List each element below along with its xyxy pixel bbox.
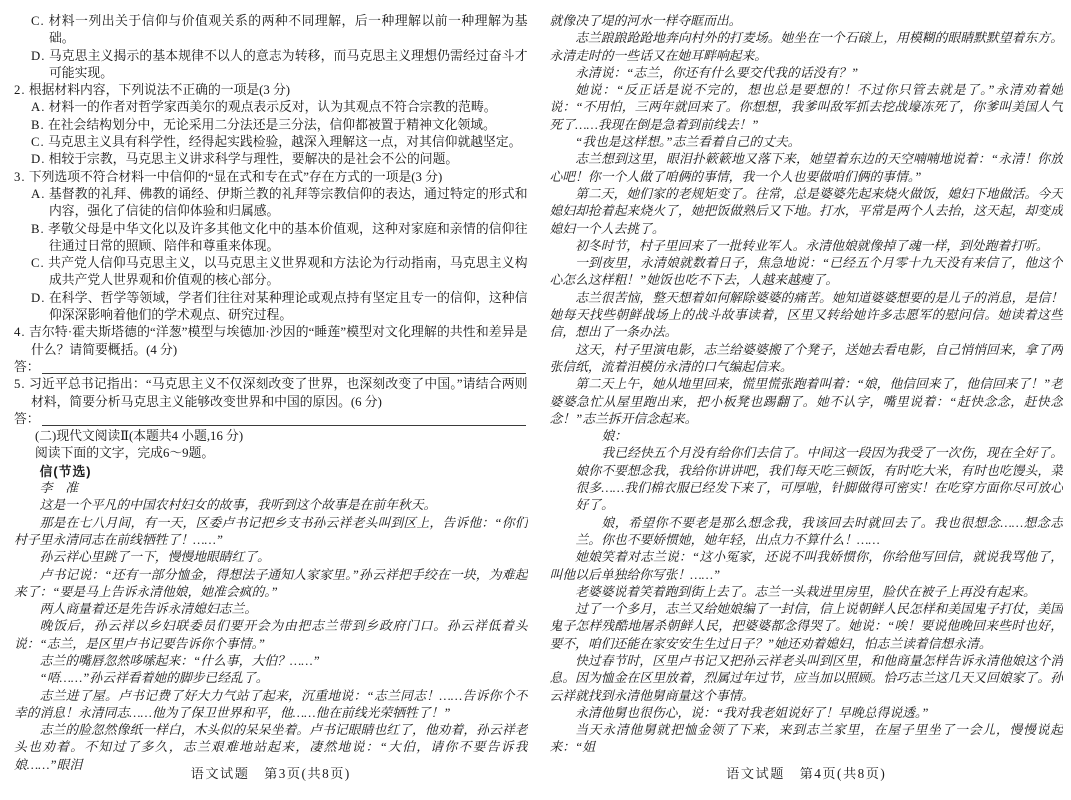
answer-blank-line — [42, 425, 526, 426]
section-heading: (二)现代文阅读Ⅱ(本题共4 小题,16 分) — [35, 429, 244, 444]
option-row — [31, 151, 528, 168]
story-paragraph: 那是在七八月间，有一天，区委卢书记把乡支书孙云祥老头叫到区上，告诉他：“你们村子里永清同志在前线牺牲了！……” — [14, 515, 528, 547]
option-label: D. — [31, 290, 46, 305]
story-paragraph: 志兰的脸忽然像纸一样白，木头似的呆呆坐着。卢书记眼睛也红了，他劝着，孙云祥老头也劝着。不知过了多久，志兰艰难地站起来，凄然地说：“大伯，请你不要告诉我娘……”眼泪 — [14, 723, 528, 771]
option-text: 材料一列出关于信仰与价值观关系的两种不同理解，后一种理解以前一种理解为基础。 — [48, 14, 528, 46]
story-paragraph: 永清他舅也很伤心，说：“我对我老姐说好了！早晚总得说透。” — [575, 705, 929, 720]
answer-label: 答： — [14, 411, 40, 426]
story-paragraph: 两人商量着还是先告诉永清媳妇志兰。 — [39, 602, 258, 617]
option-label: B. — [31, 221, 45, 236]
story-paragraph: 志兰的嘴唇忽然哆嗦起来：“什么事，大伯？……” — [39, 653, 320, 668]
answer-line — [14, 359, 528, 376]
question-stem — [14, 324, 528, 359]
story-paragraph: 志兰想到这里，眼泪扑簌簌地又落下来，她望着东边的天空喃喃地说着：“永清！你放心吧！你一个人做了咱俩的事情，我一个人也要做咱们俩的事情。” — [549, 152, 1063, 184]
option-row — [31, 134, 528, 151]
story-excerpt — [14, 463, 528, 771]
page-4 — [550, 13, 1064, 800]
story-paragraph: 一到夜里，永清娘就数着日子，焦急地说：“已经五个月零十九天没有来信了，他这个心怎么这样粗！”她饭也吃不下去，人越来越瘦了。 — [549, 256, 1063, 288]
option-row — [31, 186, 528, 221]
story-paragraph: 第二天，她们家的老规矩变了。往常，总是婆婆先起来烧火做饭，媳妇下地做活。今天媳妇却抢着起来烧火了，她把饭做熟后又下地。打水，平常是两个人去抬，这天起，却变成媳妇一个人去挑了。 — [549, 186, 1063, 236]
story-paragraph: 初冬时节，村子里回来了一批转业军人。永清他娘就像掉了魂一样，到处跑着打听。 — [575, 238, 1049, 253]
story-paragraph: 这是一个平凡的中国农村妇女的故事，我听到这个故事是在前年秋天。 — [39, 498, 437, 513]
story-paragraph: “唔……”孙云祥看着她的脚步已经乱了。 — [39, 671, 269, 686]
story-paragraph: 老婆婆说着笑着跑到街上去了。志兰一头栽进里房里，脸伏在被子上再没有起来。 — [575, 584, 1036, 599]
option-text: 基督教的礼拜、佛教的诵经、伊斯兰教的礼拜等宗教信仰的表达，通过特定的形式和内容，强化了信徒的信仰体验和归属感。 — [48, 186, 528, 219]
question-number: 3. — [14, 169, 26, 184]
story-paragraph: 志兰踉踉跄跄地奔向村外的打麦场。她坐在一个石磙上，用模糊的眼睛默默望着东方。永清走时的一些话又在她耳畔响起来。 — [549, 31, 1063, 63]
story-paragraph: 孙云祥心里跳了一下，慢慢地眼睛红了。 — [39, 550, 270, 565]
question-number: 4. — [14, 325, 26, 340]
option-text: 共产党人信仰马克思主义，以马克思主义世界观和方法论为行动指南，马克思主义构成共产党人世界观和价值观的核心部分。 — [48, 256, 528, 288]
story-paragraph: 就像决了堤的河水一样夺眶而出。 — [549, 14, 742, 28]
story-paragraph: 卢书记说：“还有一部分恤金，得想法子通知人家家里。”孙云祥把手绞在一块，为难起来了：“要是马上告诉永清他娘，她准会疯的。” — [14, 567, 528, 599]
question-stem — [14, 376, 528, 411]
option-label: B. — [31, 117, 45, 132]
story-paragraph: 快过春节时，区里卢书记又把孙云祥老头叫到区里，和他商量怎样告诉永清他娘这个消息。因为恤金在区里放着，烈属过年过节，应当加以照顾。恰巧志兰这几天又回娘家了。孙云祥就找到永清他舅商量这个事情。 — [549, 653, 1063, 703]
question-stem-text: 吉尔特·霍夫斯塔德的“洋葱”模型与埃德加·沙因的“睡莲”模型对文化理解的共性和差异是什么？请简要概括。(4 分) — [28, 325, 528, 357]
question-number: 5. — [14, 377, 26, 392]
question-stem-text: 根据材料内容，下列说法不正确的一项是(3 分) — [28, 83, 291, 98]
page-3 — [14, 13, 528, 800]
story-paragraph: 永清说：“志兰，你还有什么要交代我的话没有？” — [575, 65, 859, 80]
question-stem-text: 习近平总书记指出：“马克思主义不仅深刻改变了世界，也深刻改变了中国。”请结合两则材料，简要分析马克思主义能够改变世界和中国的原因。(6 分) — [29, 377, 528, 409]
option-text: 马克思主义具有科学性，经得起实践检验，越深入理解这一点，对其信仰就越坚定。 — [47, 135, 522, 150]
option-row — [31, 13, 528, 48]
question-stem-text: 下列选项不符合材料一中信仰的“显在式和专在式”存在方式的一项是(3 分) — [28, 169, 443, 184]
story-paragraph: 志兰进了屋。卢书记费了好大力气站了起来，沉重地说：“志兰同志！……告诉你个不幸的消息！永清同志……他为了保卫世界和平，他……他在前线光荣牺牲了！” — [14, 688, 528, 720]
option-label: C. — [31, 256, 45, 271]
option-row — [31, 117, 528, 134]
answer-label: 答： — [14, 359, 40, 374]
page-footer: 语文试题 第3页(共8页) — [190, 766, 351, 781]
letter-paragraph: 娘，希望你不要老是那么想念我，我该回去时就回去了。我也很想念……想念志兰。你也不要娇惯她，她年轻，出点力不算什么！…… — [575, 515, 1063, 547]
letter-block — [576, 428, 1064, 549]
option-row — [31, 99, 528, 116]
page-4-body — [550, 13, 1064, 771]
option-text: 在科学、哲学等领域，学者们往往对某种理论或观点持有坚定且专一的信仰，这种信仰深深影响着他们的学术观点、研究过程。 — [48, 290, 528, 323]
option-label: A. — [31, 100, 46, 115]
option-label: A. — [31, 186, 46, 201]
option-row — [31, 290, 528, 325]
answer-line — [14, 411, 528, 428]
option-text: 孝敬父母是中华文化以及许多其他文化中的基本价值观，这种对家庭和亲情的信仰往往通过日常的照顾、陪伴和尊重来体现。 — [48, 221, 528, 253]
question-stem — [14, 82, 528, 99]
option-text: 材料一的作者对哲学家西美尔的观点表示反对，认为其观点不符合宗教的范畴。 — [48, 100, 497, 115]
option-label: D. — [31, 48, 46, 63]
story-paragraph: 志兰很苦恼，整天想着如何解除婆婆的痛苦。她知道婆婆想要的是儿子的消息，是信！她每天找些朝鲜战场上的战斗故事读着，区里又转给她许多志愿军的慰问信。她读着这些信，想出了一条办法。 — [549, 290, 1063, 340]
story-paragraph: 第二天上午，她从地里回来，慌里慌张跑着叫着：“娘，他信回来了，他信回来了！”老婆婆急忙从屋里跑出来，把小板凳也踢翻了。她不认字，嘴里说着：“赶快念念，赶快念念！”志兰拆开信念起来。 — [549, 377, 1063, 426]
option-text: 相较于宗教，马克思主义讲求科学与理性，要解决的是社会不公的问题。 — [48, 152, 459, 167]
option-row — [31, 255, 528, 290]
page-3-body — [14, 13, 528, 771]
story-paragraph: 过了一个多月，志兰又给她娘编了一封信，信上说朝鲜人民怎样和美国鬼子打仗，美国鬼子怎样残酷地屠杀朝鲜人民，把婆婆都念得哭了。她说：“唉！要说他晚回来些时也好，要不，咱们还能在家安安生生过日子？”她还劝着媳妇，怕志兰读着信想永清。 — [549, 602, 1063, 651]
story-paragraph: 当天永清他舅就把恤金领了下来，来到志兰家里，在屋子里坐了一会儿，慢慢说起来：“姐 — [549, 723, 1063, 755]
letter-paragraph: 我已经快五个月没有给你们去信了。中间这一段因为我受了一次伤，现在全好了。娘你不要想念我，我给你讲讲吧，我们每天吃三顿饭，有时吃大米，有时也吃馒头，菜很多……我们棉衣服已经发下来了，可厚啦，针脚做得可密实！在吃穿方面你尽可放心好了。 — [575, 446, 1063, 513]
option-text: 在社会结构划分中，无论采用二分法还是三分法，信仰都被置于精神文化领域。 — [47, 117, 496, 132]
option-row — [31, 48, 528, 83]
story-author: 李 准 — [39, 481, 78, 496]
story-title: 信(节选) — [39, 463, 92, 479]
option-text: 马克思主义揭示的基本规律不以人的意志为转移，而马克思主义理想仍需经过奋斗才可能实现。 — [48, 48, 528, 80]
answer-blank-line — [42, 373, 526, 374]
option-row — [31, 221, 528, 256]
story-paragraph: 这天，村子里演电影，志兰给婆婆搬了个凳子，送她去看电影，自己悄悄回来，拿了两张信纸，流着泪模仿永清的口气编起信来。 — [549, 342, 1063, 374]
option-label: C. — [31, 135, 45, 150]
question-stem — [14, 169, 528, 186]
option-label: D. — [31, 152, 46, 167]
story-paragraph: “我也是这样想。”志兰看着自己的丈夫。 — [575, 135, 801, 150]
question-number: 2. — [14, 83, 26, 98]
letter-salutation: 娘： — [601, 429, 628, 444]
option-label: C. — [31, 14, 45, 28]
story-paragraph: 晚饭后，孙云祥以乡妇联委员们要开会为由把志兰带到乡政府门口。孙云祥低着头说：“志兰，是区里卢书记要告诉你个事情。” — [14, 619, 528, 651]
reading-instruction: 阅读下面的文字，完成6～9题。 — [35, 446, 215, 461]
page-footer: 语文试题 第4页(共8页) — [726, 766, 887, 781]
story-paragraph: 她娘笑着对志兰说：“这小冤家，还说不叫我娇惯你，你给他写回信，就说我骂他了，叫他以后单独给你写张！……” — [549, 550, 1063, 582]
story-paragraph: 她说：“反正话是说不完的，想也总是要想的！不过你只管去就是了。”永清劝着她说：“不用怕，三两年就回来了。你想想，我爹叫敌军抓去挖战壕冻死了，你爹叫美国人气死了……我现在倒是急着到前线去！” — [549, 83, 1063, 132]
